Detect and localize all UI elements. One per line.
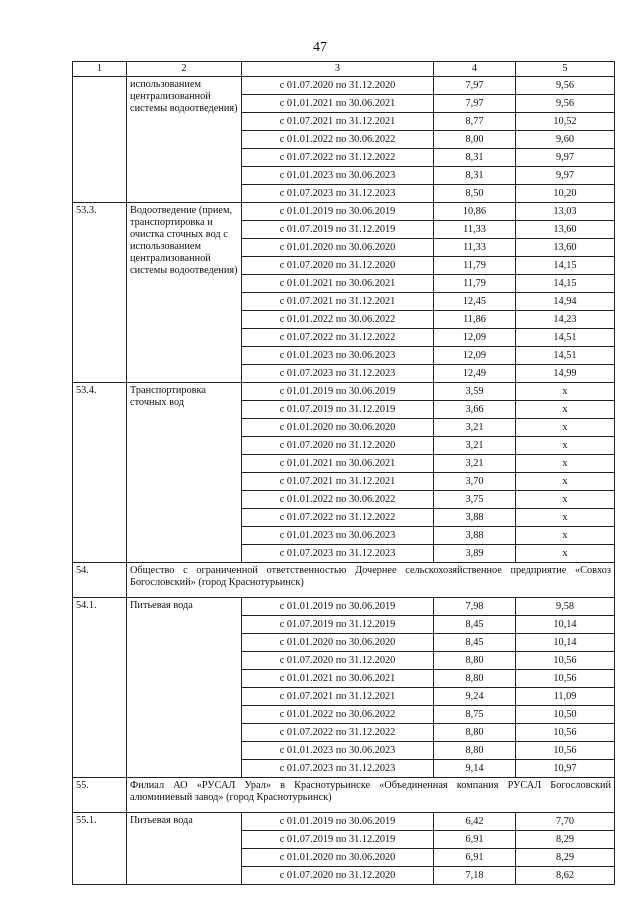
period-cell: с 01.07.2020 по 31.12.2020: [242, 77, 434, 95]
tariff-with-vat: 9,58: [516, 598, 615, 616]
period-cell: с 01.07.2021 по 31.12.2021: [242, 293, 434, 311]
item-number: 53.4.: [73, 383, 127, 563]
period-cell: с 01.01.2020 по 30.06.2020: [242, 419, 434, 437]
header-cell: 2: [127, 62, 242, 77]
tariff-without-vat: 8,75: [434, 706, 516, 724]
period-cell: с 01.01.2019 по 30.06.2019: [242, 813, 434, 831]
tariff-without-vat: 3,75: [434, 491, 516, 509]
header-cell: 1: [73, 62, 127, 77]
tariff-without-vat: 8,50: [434, 185, 516, 203]
period-cell: с 01.01.2023 по 30.06.2023: [242, 742, 434, 760]
period-cell: с 01.07.2020 по 31.12.2020: [242, 652, 434, 670]
tariff-without-vat: 8,31: [434, 149, 516, 167]
tariff-with-vat: x: [516, 455, 615, 473]
tariff-without-vat: 3,88: [434, 527, 516, 545]
page-number: 47: [313, 40, 327, 55]
item-number: [73, 77, 127, 203]
tariff-without-vat: 8,45: [434, 634, 516, 652]
tariff-with-vat: 10,56: [516, 742, 615, 760]
tariff-with-vat: 13,60: [516, 221, 615, 239]
period-cell: с 01.01.2020 по 30.06.2020: [242, 239, 434, 257]
period-cell: с 01.07.2021 по 31.12.2021: [242, 113, 434, 131]
tariff-with-vat: 10,50: [516, 706, 615, 724]
item-number: 54.1.: [73, 598, 127, 778]
tariff-without-vat: 8,80: [434, 652, 516, 670]
tariff-without-vat: 3,66: [434, 401, 516, 419]
tariff-without-vat: 6,91: [434, 849, 516, 867]
period-cell: с 01.07.2023 по 31.12.2023: [242, 185, 434, 203]
tariff-row: [73, 77, 615, 95]
tariff-with-vat: 9,97: [516, 149, 615, 167]
tariff-row: [73, 203, 615, 221]
tariff-without-vat: 6,91: [434, 831, 516, 849]
period-cell: с 01.01.2019 по 30.06.2019: [242, 598, 434, 616]
tariff-without-vat: 3,59: [434, 383, 516, 401]
tariff-with-vat: 9,60: [516, 131, 615, 149]
period-cell: с 01.01.2020 по 30.06.2020: [242, 634, 434, 652]
tariff-without-vat: 7,97: [434, 95, 516, 113]
tariff-with-vat: x: [516, 545, 615, 563]
tariff-table: [72, 61, 615, 885]
tariff-table-body: [73, 62, 615, 885]
period-cell: с 01.01.2023 по 30.06.2023: [242, 527, 434, 545]
service-name: Водоотведение (прием, транспортировка и очистка сточных вод с использованием централизованной системы водоотведения): [127, 203, 242, 383]
period-cell: с 01.07.2021 по 31.12.2021: [242, 473, 434, 491]
tariff-with-vat: 10,20: [516, 185, 615, 203]
period-cell: с 01.07.2020 по 31.12.2020: [242, 867, 434, 885]
tariff-without-vat: 6,42: [434, 813, 516, 831]
tariff-without-vat: 8,80: [434, 742, 516, 760]
period-cell: с 01.07.2019 по 31.12.2019: [242, 401, 434, 419]
item-number: 55.: [73, 778, 127, 813]
tariff-with-vat: 8,29: [516, 831, 615, 849]
period-cell: с 01.07.2021 по 31.12.2021: [242, 688, 434, 706]
period-cell: с 01.07.2022 по 31.12.2022: [242, 724, 434, 742]
tariff-without-vat: 7,18: [434, 867, 516, 885]
tariff-with-vat: 14,99: [516, 365, 615, 383]
tariff-with-vat: 11,09: [516, 688, 615, 706]
period-cell: с 01.07.2022 по 31.12.2022: [242, 149, 434, 167]
tariff-without-vat: 8,31: [434, 167, 516, 185]
tariff-with-vat: 14,23: [516, 311, 615, 329]
period-cell: с 01.07.2020 по 31.12.2020: [242, 437, 434, 455]
tariff-with-vat: 13,03: [516, 203, 615, 221]
tariff-with-vat: 14,15: [516, 275, 615, 293]
tariff-with-vat: 10,14: [516, 616, 615, 634]
period-cell: с 01.07.2023 по 31.12.2023: [242, 365, 434, 383]
tariff-without-vat: 8,00: [434, 131, 516, 149]
period-cell: с 01.07.2020 по 31.12.2020: [242, 257, 434, 275]
tariff-without-vat: 7,98: [434, 598, 516, 616]
item-number: 54.: [73, 563, 127, 598]
tariff-with-vat: 7,70: [516, 813, 615, 831]
tariff-with-vat: x: [516, 527, 615, 545]
header-cell: 4: [434, 62, 516, 77]
tariff-with-vat: x: [516, 383, 615, 401]
period-cell: с 01.01.2023 по 30.06.2023: [242, 167, 434, 185]
item-number: 55.1.: [73, 813, 127, 885]
tariff-without-vat: 12,49: [434, 365, 516, 383]
tariff-with-vat: 10,97: [516, 760, 615, 778]
tariff-without-vat: 10,86: [434, 203, 516, 221]
period-cell: с 01.07.2019 по 31.12.2019: [242, 221, 434, 239]
period-cell: с 01.07.2022 по 31.12.2022: [242, 509, 434, 527]
tariff-without-vat: 8,80: [434, 670, 516, 688]
period-cell: с 01.01.2023 по 30.06.2023: [242, 347, 434, 365]
tariff-with-vat: 14,51: [516, 329, 615, 347]
tariff-without-vat: 11,33: [434, 239, 516, 257]
period-cell: с 01.07.2023 по 31.12.2023: [242, 545, 434, 563]
tariff-with-vat: x: [516, 509, 615, 527]
period-cell: с 01.07.2019 по 31.12.2019: [242, 831, 434, 849]
tariff-with-vat: 10,56: [516, 724, 615, 742]
tariff-with-vat: 14,94: [516, 293, 615, 311]
tariff-without-vat: 12,09: [434, 329, 516, 347]
tariff-row: [73, 383, 615, 401]
table-header-row: [73, 62, 615, 77]
tariff-with-vat: 14,15: [516, 257, 615, 275]
tariff-with-vat: x: [516, 473, 615, 491]
service-name: Транспортировка сточных вод: [127, 383, 242, 563]
tariff-with-vat: x: [516, 437, 615, 455]
tariff-with-vat: 13,60: [516, 239, 615, 257]
organization-row: [73, 778, 615, 813]
period-cell: с 01.07.2019 по 31.12.2019: [242, 616, 434, 634]
tariff-without-vat: 11,33: [434, 221, 516, 239]
period-cell: с 01.01.2022 по 30.06.2022: [242, 706, 434, 724]
period-cell: с 01.01.2020 по 30.06.2020: [242, 849, 434, 867]
tariff-without-vat: 3,21: [434, 437, 516, 455]
tariff-without-vat: 3,88: [434, 509, 516, 527]
tariff-with-vat: x: [516, 491, 615, 509]
tariff-without-vat: 3,21: [434, 419, 516, 437]
tariff-with-vat: 9,56: [516, 77, 615, 95]
tariff-row: [73, 598, 615, 616]
tariff-with-vat: 8,62: [516, 867, 615, 885]
item-number: 53.3.: [73, 203, 127, 383]
tariff-without-vat: 12,09: [434, 347, 516, 365]
period-cell: с 01.01.2021 по 30.06.2021: [242, 275, 434, 293]
period-cell: с 01.01.2021 по 30.06.2021: [242, 670, 434, 688]
tariff-without-vat: 3,70: [434, 473, 516, 491]
tariff-with-vat: 9,97: [516, 167, 615, 185]
tariff-without-vat: 11,79: [434, 275, 516, 293]
tariff-with-vat: 10,56: [516, 670, 615, 688]
tariff-without-vat: 7,97: [434, 77, 516, 95]
period-cell: с 01.01.2021 по 30.06.2021: [242, 455, 434, 473]
service-name: Питьевая вода: [127, 598, 242, 778]
organization-row: [73, 563, 615, 598]
tariff-with-vat: 10,14: [516, 634, 615, 652]
header-cell: 3: [242, 62, 434, 77]
service-name: Питьевая вода: [127, 813, 242, 885]
period-cell: с 01.07.2023 по 31.12.2023: [242, 760, 434, 778]
tariff-with-vat: x: [516, 401, 615, 419]
period-cell: с 01.01.2022 по 30.06.2022: [242, 311, 434, 329]
tariff-without-vat: 3,89: [434, 545, 516, 563]
tariff-without-vat: 8,77: [434, 113, 516, 131]
tariff-without-vat: 11,79: [434, 257, 516, 275]
period-cell: с 01.01.2019 по 30.06.2019: [242, 383, 434, 401]
tariff-with-vat: x: [516, 419, 615, 437]
organization-name: Общество с ограниченной ответственностью Дочернее сельскохозяйственное предприятие «Совхоз Богословский» (город Краснотурьинск): [127, 563, 615, 598]
tariff-row: [73, 813, 615, 831]
header-cell: 5: [516, 62, 615, 77]
period-cell: с 01.01.2022 по 30.06.2022: [242, 491, 434, 509]
service-name: использованием централизованной системы водоотведения): [127, 77, 242, 203]
tariff-without-vat: 8,45: [434, 616, 516, 634]
period-cell: с 01.01.2021 по 30.06.2021: [242, 95, 434, 113]
tariff-without-vat: 3,21: [434, 455, 516, 473]
tariff-without-vat: 11,86: [434, 311, 516, 329]
organization-name: Филиал АО «РУСАЛ Урал» в Краснотурьинске «Объединенная компания РУСАЛ Богословский алюминиевый завод» (город Краснотурьинск): [127, 778, 615, 813]
period-cell: с 01.01.2019 по 30.06.2019: [242, 203, 434, 221]
tariff-with-vat: 8,29: [516, 849, 615, 867]
tariff-without-vat: 9,14: [434, 760, 516, 778]
tariff-without-vat: 8,80: [434, 724, 516, 742]
tariff-with-vat: 9,56: [516, 95, 615, 113]
tariff-without-vat: 12,45: [434, 293, 516, 311]
period-cell: с 01.07.2022 по 31.12.2022: [242, 329, 434, 347]
period-cell: с 01.01.2022 по 30.06.2022: [242, 131, 434, 149]
tariff-with-vat: 14,51: [516, 347, 615, 365]
tariff-without-vat: 9,24: [434, 688, 516, 706]
tariff-with-vat: 10,52: [516, 113, 615, 131]
tariff-with-vat: 10,56: [516, 652, 615, 670]
